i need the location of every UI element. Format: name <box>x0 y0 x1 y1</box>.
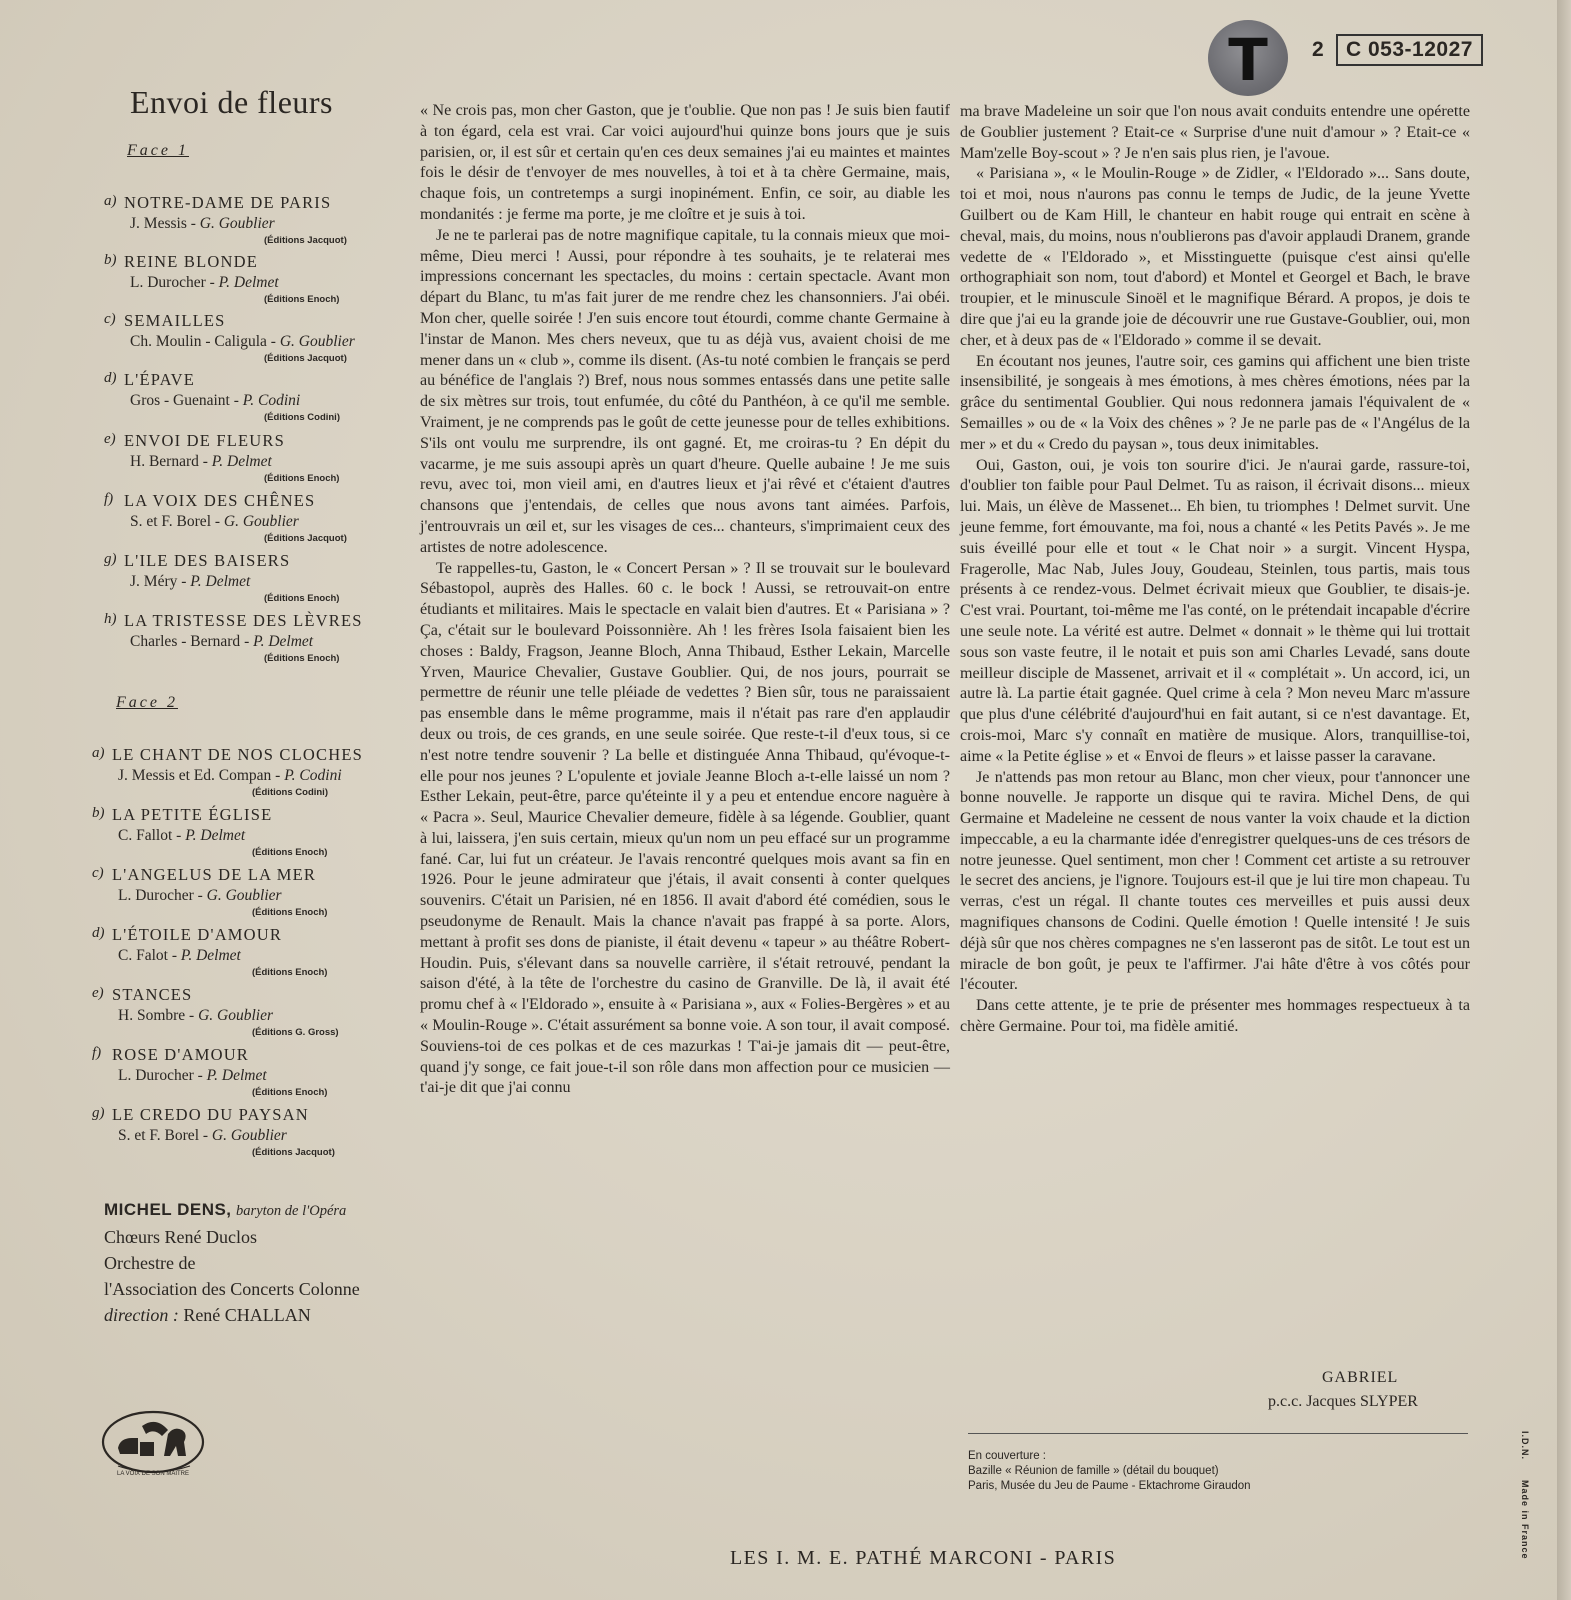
cover-credit-line2: Bazille « Réunion de famille » (détail du bouquet) <box>968 1465 1219 1477</box>
singer-name: MICHEL DENS, <box>104 1200 232 1219</box>
track-title: L'ANGELUS DE LA MER <box>112 865 317 884</box>
track-lyricist: S. et F. Borel <box>118 1127 199 1144</box>
track-item <box>104 311 444 364</box>
his-masters-voice-logo <box>98 1408 208 1480</box>
track-credits: Charles - Bernard - P. Delmet <box>130 633 314 650</box>
track-item <box>92 745 432 798</box>
track-composer: P. Delmet <box>253 633 314 650</box>
track-title: LE CHANT DE NOS CLOCHES <box>112 745 363 764</box>
track-lyricist: Ch. Moulin - Caligula <box>130 333 267 350</box>
track-lyricist: C. Fallot <box>118 827 173 844</box>
track-item <box>92 985 432 1038</box>
track-composer: P. Codini <box>242 392 301 409</box>
track-credits: L. Durocher - G. Goublier <box>118 887 282 904</box>
track-credits: S. et F. Borel - G. Goublier <box>130 513 299 530</box>
letter-paragraph: En écoutant nos jeunes, l'autre soir, ces gamins qui affichent une bien triste insensibilité, je songeais à mes émotions, à mes chères émotions, nées par la grâce du sentimental Goublier. Qui nous redonnera jamais l'équivalent de « Semailles » ou de « la Voix des chênes » ? Je ne parle pas de « l'Angélus de la mer » et du « Credo du paysan », tous deux inimitables. <box>960 352 1470 453</box>
publisher-footer: LES I. M. E. PATHÉ MARCONI - PARIS <box>730 1547 1117 1569</box>
track-composer: G. Goublier <box>223 513 299 530</box>
track-publisher: (Éditions Jacquot) <box>264 353 347 364</box>
face2-label: Face 2 <box>116 694 178 711</box>
track-letter: f) <box>104 491 114 507</box>
divider <box>968 1433 1468 1434</box>
track-publisher: (Éditions Enoch) <box>252 847 328 858</box>
track-lyricist: H. Bernard <box>130 453 199 470</box>
track-title: NOTRE-DAME DE PARIS <box>124 193 332 212</box>
track-composer: P. Delmet <box>211 453 272 470</box>
made-in-france: Made in France <box>1520 1480 1530 1560</box>
track-item <box>104 431 444 484</box>
track-publisher: (Éditions Enoch) <box>264 473 340 484</box>
track-lyricist: L. Durocher <box>118 887 194 904</box>
track-publisher: (Éditions Jacquot) <box>264 235 347 246</box>
track-title: LA VOIX DES CHÊNES <box>124 491 316 510</box>
track-credits: J. Messis et Ed. Compan - P. Codini <box>118 767 342 784</box>
track-publisher: (Éditions Codini) <box>252 787 328 798</box>
track-item <box>92 805 432 858</box>
track-lyricist: L. Durocher <box>130 274 206 291</box>
track-composer: G. Goublier <box>198 1007 274 1024</box>
track-letter: d) <box>92 925 105 941</box>
track-lyricist: S. et F. Borel <box>130 513 211 530</box>
album-title: Envoi de fleurs <box>130 84 333 120</box>
track-credits: C. Fallot - P. Delmet <box>118 827 246 844</box>
track-title: REINE BLONDE <box>124 252 259 271</box>
choir: Chœurs René Duclos <box>104 1227 257 1247</box>
track-item <box>92 1045 432 1098</box>
performers <box>104 1196 434 1328</box>
track-letter: e) <box>104 431 116 447</box>
track-letter: g) <box>104 551 117 567</box>
track-composer: P. Delmet <box>185 827 246 844</box>
track-credits: C. Falot - P. Delmet <box>118 947 241 964</box>
track-credits: Ch. Moulin - Caligula - G. Goublier <box>130 333 355 350</box>
track-item <box>92 865 432 918</box>
track-composer: G. Goublier <box>206 887 282 904</box>
track-letter: a) <box>92 745 105 761</box>
track-publisher: (Éditions Enoch) <box>252 967 328 978</box>
letter-paragraph: Oui, Gaston, oui, je vois ton sourire d'ici. Je n'aurai garde, rassure-toi, d'oublier ton faible pour Paul Delmet. Tu as raison, il écrivait disons... mieux lui. Mais, un élève de Massenet... Eh bien, tu triomphes ! Delmet survit. Une jeune femme, fort émouvante, ma foi, nous a chanté « les Petits Pavés ». Je me suis éveillé pour elle et tout « le Chat noir » a surgit. Vincent Hyspa, Fragerolle, Mac Nab, Jules Jouy, Goudeau, Steinlen, tous partis, mais tous présents à ce rendez-vous. Delmet écrivait mieux que Goublier, te disais-je. C'est vrai. Pourtant, toi-même me l'as conté, on le prétendait incapable d'écrire une seule note. La vérité est autre. Delmet « donnait » le thème qui lui trottait sous son vaste feutre, il le notait et puis son ami Charles Levadé, sans doute meilleur disciple de Massenet, arrivait et il « complétait ». Un accord, ici, un autre là. La partie était gagnée. Quel crime à cela ? Mon neveu Marc m'assure que plus d'une célébrité d'aujourd'hui en fait autant, si ce n'est davantage. Et, crois-moi, Marc s'y connaît en matière de musique. Alors, tranquillise-toi, aime « la Petite église » et « Envoi de fleurs » et laisse passer la caravane. <box>960 456 1470 765</box>
track-composer: G. Goublier <box>211 1127 287 1144</box>
track-item <box>104 491 444 544</box>
track-credits: S. et F. Borel - G. Goublier <box>118 1127 287 1144</box>
track-publisher: (Éditions Enoch) <box>252 1087 328 1098</box>
cover-credit-line3: Paris, Musée du Jeu de Paume - Ektachrome Giraudon <box>968 1480 1251 1492</box>
track-letter: e) <box>92 985 104 1001</box>
disc-number: 2 <box>1312 38 1324 61</box>
track-letter: h) <box>104 611 117 627</box>
orchestra-line2: l'Association des Concerts Colonne <box>104 1279 360 1299</box>
track-publisher: (Éditions Jacquot) <box>252 1147 335 1158</box>
track-composer: G. Goublier <box>279 333 355 350</box>
track-title: L'ÉTOILE D'AMOUR <box>112 925 283 944</box>
catalog-number: C 053-12027 <box>1336 34 1483 66</box>
track-credits: Gros - Guenaint - P. Codini <box>130 392 301 409</box>
track-credits: L. Durocher - P. Delmet <box>130 274 279 291</box>
track-credits: H. Bernard - P. Delmet <box>130 453 272 470</box>
letter-paragraph: Je n'attends pas mon retour au Blanc, mon cher vieux, pour t'annoncer une bonne nouvelle. Je rapporte un disque qui te ravira. Michel Dens, de qui Germaine et Madeleine ne cessent de nous vanter la voix chaude et la diction impeccable, a eu la charmante idée d'enregistrer quelques-uns de ces trésors de notre jeunesse. Quel sentiment, mon cher ! Comment cet artiste a su retrouver le secret des anciens, je l'ignore. Toujours est-il que je lui tire mon chapeau. Tu verras, c'est un régal. Il chante toutes ces merveilles et puis aussi deux magnifiques chansons de Codini. Quelle émotion ! Quelle intensité ! Je suis déjà sûr que nos chères compagnes ne s'en lasseront pas de sitôt. Le tout est un miracle de bon goût, je peux te l'affirmer. J'ai hâte d'être à vos côtés pour l'écouter. <box>960 768 1470 994</box>
idn-mark: I.D.N. <box>1520 1431 1530 1461</box>
orchestra-line1: Orchestre de <box>104 1253 196 1273</box>
pcc-credit: p.c.c. Jacques SLYPER <box>1268 1393 1418 1410</box>
track-composer: P. Delmet <box>180 947 241 964</box>
face1-label: Face 1 <box>127 142 189 159</box>
track-credits: J. Méry - P. Delmet <box>130 573 251 590</box>
track-lyricist: L. Durocher <box>118 1067 194 1084</box>
cover-credit <box>968 1449 1251 1494</box>
letter-column-1 <box>420 101 950 1099</box>
logo-letter: T <box>1228 26 1268 94</box>
track-lyricist: J. Messis <box>130 215 187 232</box>
track-lyricist: H. Sombre <box>118 1007 186 1024</box>
letter-paragraph: Te rappelles-tu, Gaston, le « Concert Persan » ? Il se trouvait sur le boulevard Sébastopol, auprès des Halles. 60 c. le bock ! Aussi, se retrouvait-on entre étudiants et militaires. Mais le spectacle en valait bien d'autres. Et « Parisiana » ? Ça, c'était sur le boulevard Poissonnière. Ah ! les frères Isola faisaient bien les choses : Baldy, Fragson, Jeanne Bloch, Anna Thibaud, Esther Lekain, Marcelle Yrven, Maurice Chevalier, Gustave Goublier. Qui, de nos jours, pourrait se permettre de réunir une telle pléiade de vedettes ? Bien sûr, tous ne paraissaient pas ensemble dans le même programme, mais il n'était pas rare d'en applaudir deux ou trois, de ces grands, en une seule soirée. Que reste-t-il d'eux tous, si ce n'est notre tendre souvenir ? La belle et distinguée Anna Thibaud, qu'évoque-t-elle pour nos jeunes ? L'opulente et joviale Jeanne Bloch a-t-elle laissé un nom ? Esther Lekain, peut-être, parce qu'éteinte il y a peu et entendue encore naguère à « Pacra ». Seul, Maurice Chevalier demeure, fidèle à sa légende. Goublier, quant à lui, laissera, j'en suis certain, mieux qu'un nom un peu effacé sur un programme fané. Car, lui fut un créateur. Je l'avais rencontré quelques mois avant sa fin en 1926. Pour le jeune admirateur que j'étais, il avait consenti à conter quelques souvenirs. C'était un Parisien, né en 1856. Il avait d'abord été comédien, sous le pseudonyme de Renault. Mais la chance n'avait pas frappé à sa porte. Alors, mettant à profit ses dons de pianiste, il était devenu « tapeur » au théâtre Robert-Houdin. Puis, s'élevant dans sa nouvelle carrière, il s'était retrouvé, pendant la saison d'été, à la tête de l'orchestre du casino de Granville. De là, il avait été promu chef à « l'Eldorado », ensuite à « Parisiana », aux « Folies-Bergères » et au « Moulin-Rouge ». C'était assurément sa bonne voie. A son tour, il avait composé. Souviens-toi de ces polkas et de ces mazurkas ! T'ai-je jamais dit — peut-être, quand j'y songe, ce fait joue-t-il son rôle dans mon affection pour ce musicien — t'ai-je dit que j'ai connu <box>420 559 950 1097</box>
cover-credit-line1: En couverture : <box>968 1450 1046 1462</box>
letter-paragraph: Dans cette attente, je te prie de présenter mes hommages respectueux à ta chère Germaine. Pour toi, ma fidèle amitié. <box>960 997 1470 1036</box>
track-title: LA TRISTESSE DES LÈVRES <box>124 611 363 630</box>
track-credits: L. Durocher - P. Delmet <box>118 1067 267 1084</box>
track-composer: P. Codini <box>284 767 342 784</box>
track-credits: H. Sombre - G. Goublier <box>118 1007 274 1024</box>
track-item <box>92 1105 432 1158</box>
track-title: STANCES <box>112 985 193 1004</box>
track-item <box>104 611 444 664</box>
track-publisher: (Éditions G. Gross) <box>252 1027 339 1038</box>
track-item <box>104 193 444 246</box>
track-composer: P. Delmet <box>190 573 251 590</box>
singer-role: baryton de l'Opéra <box>236 1203 347 1219</box>
track-letter: g) <box>92 1105 105 1121</box>
track-lyricist: Charles - Bernard <box>130 633 241 650</box>
track-item <box>104 252 444 305</box>
track-composer: P. Delmet <box>218 274 279 291</box>
letter-paragraph: Je ne te parlerai pas de notre magnifique capitale, tu la connais mieux que moi-même, Dieu merci ! Aussi, pour répondre à tes souhaits, je te relaterai mes impressions concernant les spectacles, du moins : certain spectacle. Avant mon départ du Blanc, tu m'as fait jurer de me rendre chez les chansonniers. J'ai obéi. Mon cher, quelle soirée ! J'en suis encore tout étourdi, comme chante Germaine à l'instar de Manon. Mes chers neveux, que tu as déjà vus, avaient choisi de me mener dans un « club », comme ils disent. (As-tu noté combien le français se perd au bénéfice de l'anglais ?) Bref, nous nous sommes entassés dans une petite salle de six mètres sur trois, tout enfumée, du côté du Panthéon, à ce qu'il me semble. Vraiment, je ne comprends pas le goût de cette jeunesse pour de telles exhibitions. S'ils ont voulu me surprendre, ils ont gagné. Et, me croiras-tu ? En dépit du vacarme, je me suis assoupi après un quart d'heure. Quelle aubaine ! Je me suis revu, avec toi, mon vieil ami, en d'autres lieux et j'ai rêvé et c'étaient d'autres chansons que j'entendais, de celles que nous avons tant aimées. Parfois, j'entrouvrais un œil et, sur les visages de ces... chanteurs, s'imprimaient ceux des artistes de notre adolescence. <box>420 226 950 556</box>
track-letter: a) <box>104 193 117 209</box>
track-lyricist: Gros - Guenaint <box>130 392 230 409</box>
track-composer: P. Delmet <box>206 1067 267 1084</box>
track-title: L'ILE DES BAISERS <box>124 551 291 570</box>
track-publisher: (Éditions Enoch) <box>252 907 328 918</box>
letter-paragraph: ma brave Madeleine un soir que l'on nous avait conduits entendre une opérette de Goublier justement ? Etait-ce « Surprise d'une nuit d'amour » ? Etait-ce « Mam'zelle Boy-scout » ? Je n'en sais plus rien, je l'avoue. <box>960 103 1470 162</box>
signature: GABRIEL <box>1322 1369 1399 1386</box>
track-lyricist: J. Méry <box>130 573 178 590</box>
track-publisher: (Éditions Enoch) <box>264 593 340 604</box>
t-label-logo <box>1208 20 1288 96</box>
track-letter: b) <box>92 805 105 821</box>
track-lyricist: C. Falot <box>118 947 168 964</box>
track-title: L'ÉPAVE <box>124 370 195 389</box>
track-credits: J. Messis - G. Goublier <box>130 215 275 232</box>
track-item <box>104 370 444 423</box>
track-publisher: (Éditions Enoch) <box>264 294 340 305</box>
track-lyricist: J. Messis et Ed. Compan <box>118 767 272 784</box>
track-letter: d) <box>104 370 117 386</box>
track-item <box>92 925 432 978</box>
track-title: LE CREDO DU PAYSAN <box>112 1105 309 1124</box>
hmv-logo-text: LA VOIX DE SON MAITRE <box>116 1471 190 1477</box>
letter-column-2 <box>960 102 1470 1038</box>
track-letter: c) <box>104 311 116 327</box>
track-publisher: (Éditions Jacquot) <box>264 533 347 544</box>
direction-label: direction : <box>104 1305 179 1325</box>
letter-paragraph: « Parisiana », « le Moulin-Rouge » de Zidler, « l'Eldorado »... Sans doute, toi et moi, nous n'aurons pas connu le temps de Judic, de la jeune Yvette Guilbert ou de Kam Hill, le chanteur en habit rouge qui entrait en scène à cheval, mais, du moins, nous n'oublierons pas d'avoir applaudi Dranem, grande vedette de « l'Eldorado », et Misstinguette (puisque c'est ainsi qu'elle orthographiait son nom, tout d'abord) et Montel et Georgel et Bach, le brave troupier, et le minuscule Sinoël et le magnifique Bérard. A propos, je dois te dire que j'ai eu la grande joie de découvrir une rue Gustave-Goublier, oui, mon cher, et à deux pas de « l'Eldorado » comme il se devait. <box>960 165 1470 349</box>
track-item <box>104 551 444 604</box>
track-title: ROSE D'AMOUR <box>112 1045 250 1064</box>
track-publisher: (Éditions Codini) <box>264 412 340 423</box>
letter-paragraph: « Ne crois pas, mon cher Gaston, que je t'oublie. Que non pas ! Je suis bien fautif à ton égard, cela est vrai. Car voici aujourd'hui quinze bons jours que je suis parisien, or, il est sûr et certain qu'en ces deux semaines j'ai eu maintes et maintes fois le désir de t'envoyer de mes nouvelles, à toi et à ta chère Germaine, mais, chaque fois, un contretemps a surgi inopinément. Enfin, ce soir, au diable les mondanités : je ferme ma porte, je me cloître et je suis à toi. <box>420 102 950 223</box>
track-title: ENVOI DE FLEURS <box>124 431 285 450</box>
sleeve-edge <box>1557 0 1571 1600</box>
track-publisher: (Éditions Enoch) <box>264 653 340 664</box>
conductor: René CHALLAN <box>183 1305 311 1325</box>
track-letter: f) <box>92 1045 102 1061</box>
track-letter: c) <box>92 865 104 881</box>
track-composer: G. Goublier <box>199 215 275 232</box>
track-letter: b) <box>104 252 117 268</box>
track-title: LA PETITE ÉGLISE <box>112 805 273 824</box>
track-title: SEMAILLES <box>124 311 226 330</box>
